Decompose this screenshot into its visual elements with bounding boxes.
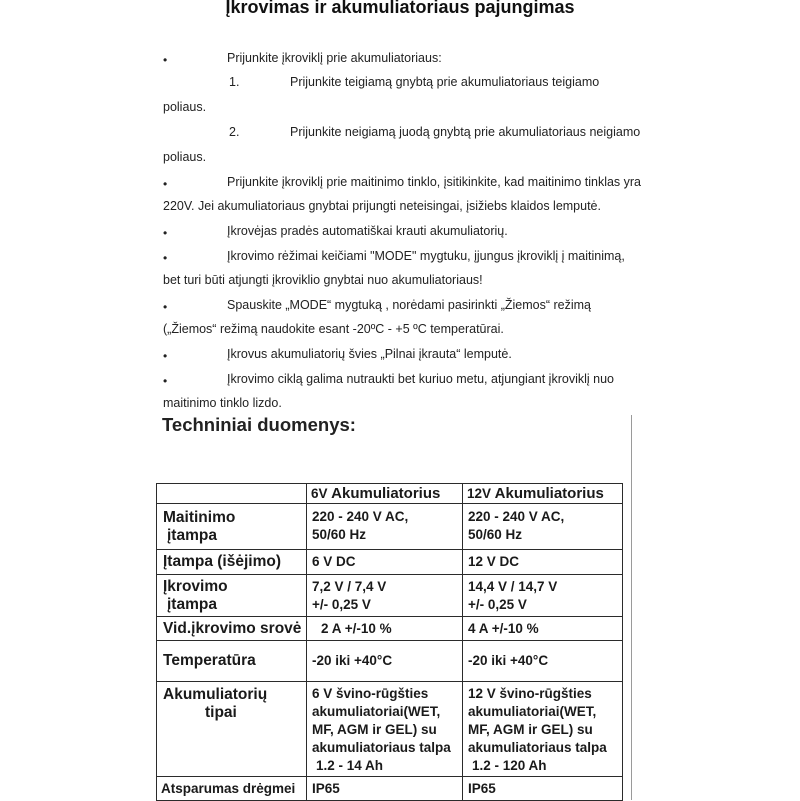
cell-value: 6 V DC [307, 550, 463, 575]
cell-value: 6 V švino-rūgšties [312, 686, 429, 701]
instruction-line: Prijunkite neigiamą juodą gnybtą prie akumuliatoriaus neigiamo [290, 125, 641, 139]
vertical-rule [631, 415, 632, 800]
specs-table [156, 483, 623, 801]
cell-value: MF, AGM ir GEL) su [312, 722, 437, 737]
instruction-line: Spauskite „MODE“ mygtuką , norėdami pasirinkti „Žiemos“ režimą [227, 298, 591, 312]
row-label: Vid.įkrovimo srovė [157, 617, 307, 641]
instruction-line: Įkrovėjas pradės automatiškai krauti akumuliatorių. [227, 224, 508, 238]
bullet: • [163, 300, 168, 314]
row-label: Maitinimo [163, 509, 236, 526]
cell-value: +/- 0,25 V [468, 597, 527, 612]
cell-value: 50/60 Hz [312, 527, 367, 542]
table-header-empty [157, 484, 307, 504]
table-row [157, 504, 623, 550]
bullet: • [163, 374, 168, 388]
cell-value: IP65 [307, 777, 463, 801]
instruction-line: Prijunkite teigiamą gnybtą prie akumuliatoriaus teigiamo [290, 75, 600, 89]
cell-value: 14,4 V / 14,7 V [468, 579, 558, 594]
instruction-line: Prijunkite įkroviklį prie maitinimo tinklo, įsitikinkite, kad maitinimo tinklas yra [227, 175, 642, 189]
row-label: Akumuliatorių [163, 686, 268, 703]
cell-value: 220 - 240 V AC, [468, 509, 565, 524]
bullet: • [163, 226, 168, 240]
cell-value: akumuliatoriai(WET, [312, 704, 441, 719]
bullet: • [163, 251, 168, 265]
cell-value: akumuliatoriaus talpa [312, 740, 451, 755]
bullet: • [163, 177, 168, 191]
table-header-row [157, 484, 623, 504]
cell-value: 1.2 - 14 Ah [316, 758, 384, 773]
bullet: • [163, 53, 168, 67]
row-label: tipai [205, 704, 237, 721]
instruction-line: maitinimo tinklo lizdo. [163, 396, 282, 410]
cell-value: 1.2 - 120 Ah [472, 758, 547, 773]
table-row [157, 682, 623, 777]
cell-value: 2 A +/-10 % [307, 617, 463, 641]
row-label: Atsparumas drėgmei [157, 777, 307, 801]
table-header-6v: 6V Akumuliatorius [307, 484, 463, 504]
table-row [157, 575, 623, 617]
bullet: • [163, 349, 168, 363]
row-label: įtampa [167, 527, 217, 544]
cell-value: -20 iki +40°C [463, 641, 623, 682]
instruction-line: poliaus. [163, 100, 207, 114]
cell-value: akumuliatoriai(WET, [468, 704, 597, 719]
table-row [157, 550, 623, 575]
cell-value: MF, AGM ir GEL) su [468, 722, 593, 737]
row-label: įtampa [167, 596, 217, 613]
instruction-line: bet turi būti atjungti įkroviklio gnybtai nuo akumuliatoriaus! [163, 273, 483, 287]
cell-value: IP65 [463, 777, 623, 801]
instruction-line: 220V. Jei akumuliatoriaus gnybtai prijungti neteisingai, įsižiebs klaidos lemputė. [163, 199, 601, 213]
instruction-line: poliaus. [163, 150, 207, 164]
cell-value: 7,2 V / 7,4 V [312, 579, 387, 594]
section-title: Techniniai duomenys: [162, 414, 356, 435]
instruction-line: Įkrovimo ciklą galima nutraukti bet kuriuo metu, atjungiant įkroviklį nuo [227, 372, 614, 386]
table-row [157, 777, 623, 801]
table-row [157, 617, 623, 641]
cell-value: 12 V švino-rūgšties [468, 686, 592, 701]
instruction-line: Įkrovimo rėžimai keičiami "MODE" mygtuku, įjungus įkroviklį į maitinimą, [227, 249, 625, 263]
cell-value: 12 V DC [463, 550, 623, 575]
step-number: 1. [229, 75, 240, 89]
page-title: Įkrovimas ir akumuliatoriaus pajungimas [225, 0, 575, 17]
cell-value: 50/60 Hz [468, 527, 523, 542]
instruction-line: Prijunkite įkroviklį prie akumuliatoriaus: [227, 51, 442, 65]
cell-value: +/- 0,25 V [312, 597, 371, 612]
row-label: Temperatūra [157, 641, 307, 682]
step-number: 2. [229, 125, 240, 139]
cell-value: akumuliatoriaus talpa [468, 740, 607, 755]
row-label: Įkrovimo [163, 578, 228, 595]
cell-value: 4 A +/-10 % [463, 617, 623, 641]
instruction-line: Įkrovus akumuliatorių švies „Pilnai įkrauta“ lemputė. [227, 347, 512, 361]
cell-value: -20 iki +40°C [307, 641, 463, 682]
table-header-12v: 12V Akumuliatorius [463, 484, 623, 504]
row-label: Įtampa (išėjimo) [157, 550, 307, 575]
table-row [157, 641, 623, 682]
cell-value: 220 - 240 V AC, [312, 509, 409, 524]
instruction-line: („Žiemos“ režimą naudokite esant -20ºC - +5 ºC temperatūrai. [163, 322, 504, 336]
